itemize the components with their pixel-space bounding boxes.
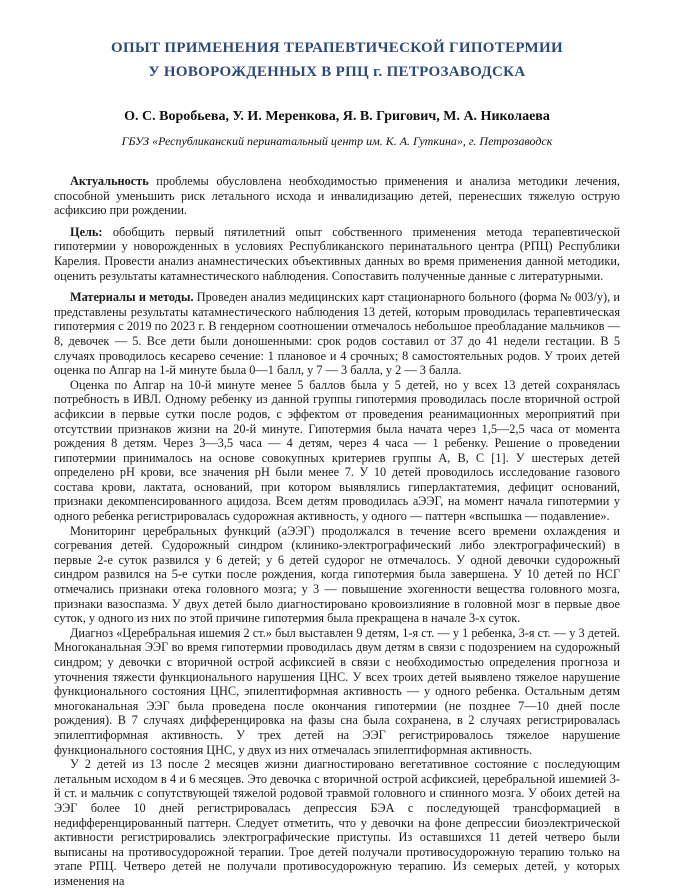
affiliation-line: ГБУЗ «Республиканский перинатальный центр им. К. А. Гуткина», г. Петрозаводск: [121, 134, 553, 148]
paragraph-lead: Цель:: [70, 224, 103, 239]
paragraph-text: обобщить первый пятилетний опыт собственного применения метода терапевтической гипотермии у новорожденных в условиях Республиканского перинатального центра (РПЦ) Республики Карелия. Провести анализ анамнестических объективных данных во время применения данной методики, оценить результаты катамнестического наблюдения. Сопоставить полученные данные с литературными.: [54, 224, 620, 283]
paper-title-line-1: ОПЫТ ПРИМЕНЕНИЯ ТЕРАПЕВТИЧЕСКОЙ ГИПОТЕРМИИ: [111, 40, 563, 56]
paragraph-lead: Материалы и методы.: [70, 290, 194, 305]
paragraph-outcomes: [54, 757, 620, 888]
paragraph-lead: Актуальность: [70, 174, 149, 188]
paragraph-relevance: [54, 174, 620, 218]
paragraph-text: Диагноз «Церебральная ишемия 2 ст.» был выставлен 9 детям, 1-я ст. — у 1 ребенка, 3-я ст. — у 3 детей. Многоканальная ЭЭГ во время гипотермии проводилась двум детям в связи с подозрением на судорожный синдром; у девочки с вторичной острой асфиксией в связи с необходимостью определения прогноза и уточнения тяжести функционального нарушения ЦНС. У всех троих детей выявлено тяжелое нарушение функционального состояния ЦНС, эпилептиформная активность — у одного ребенка. Остальным детям многоканальная ЭЭГ была проведена после окончания гипотермии (не позднее 7—10 дней после рождения). В 7 случаях дифференцировка на фазы сна была сохранена, в 2 случаях регистрировалась эпилептиформная активность. У трех детей на ЭЭГ регистрировалось тяжелое нарушение функционального состояния ЦНС, у двух из них отмечалась эпилептиформная активность.: [54, 625, 620, 757]
paragraph-text: проблемы обусловлена необходимостью применения и анализа методики лечения, способной уменьшить риск летального исхода и инвалидизацию детей, перенесших тяжелую острую асфиксию при рождении.: [54, 174, 620, 218]
paragraph-goal: [54, 225, 620, 283]
paragraph-text: Оценка по Апгар на 10-й минуте менее 5 баллов была у 5 детей, но у всех 13 детей сохранялась потребность в ИВЛ. Одному ребенку из данной группы гипотермия проводилась после вторичной острой асфиксии в первые сутки после родов, с эффектом от проведения реанимационных мероприятий при отсутствии признаков жизни на 20-й минуте. Гипотермия была начата через 1,5—2,5 часа от момента рождения 8 детям. Через 3—3,5 часа — 4 детям, через 4 часа — 1 ребенку. Решение о проведении гипотермии принималось на основе совокупных критериев группы А, В, С [1]. У шестерых детей определено pH крови, все значения pH были менее 7. У 10 детей проводилось исследование газового состава крови, лактата, оснований, при котором выявлялись гиперлактатемия, дефицит оснований, признаки декомпенсированного ацидоза. Всем детям проводилась аЭЭГ, на момент начала гипотермии у одного ребенка регистрировалась судорожная активность, у одного — паттерн «вспышка — подавление».: [54, 377, 620, 524]
paragraph-diagnosis: [54, 626, 620, 757]
paragraph-text: Мониторинг церебральных функций (аЭЭГ) продолжался в течение всего времени охлаждения и согревания детей. Судорожный синдром (клинико-электрографический либо электрографический) в первые 2-е суток развился у 6 детей; у 6 детей судорог не отмечалось. У одной девочки судорожный синдром развился на 5-е сутки после рождения, когда гипотермия была завершена. У 10 детей по НСГ отмечались признаки отека головного мозга; у 3 — повышение эхогенности вещества головного мозга, признаки вазоспазма. У двух детей было диагностировано кровоизлияние в головной мозг в первые двое суток, у одного из них по этой причине гипотермия была прекращена в начале 3-х суток.: [54, 523, 620, 626]
paragraph-apgar-results: [54, 378, 620, 524]
paragraph-monitoring: [54, 524, 620, 626]
paragraph-text: У 2 детей из 13 после 2 месяцев жизни диагностировано вегетативное состояние с последующим летальным исходом в 4 и 6 месяцев. Это девочка с вторичной острой асфиксией, церебральной ишемией 3-й ст. и мальчик с сопутствующей тяжелой родовой травмой головного и спинного мозга. У обоих детей на ЭЭГ более 10 дней регистрировалась депрессия БЭА с последующей трансформацией в недифференцированный паттерн. Следует отметить, что у девочки на фоне депрессии биоэлектрической активности регистрировались электрографические приступы. Из оставшихся 11 детей четверо были выписаны на противосудорожной терапии. Трое детей получали противосудорожную терапию только на этапе РПЦ. Четверо детей не получали противосудорожную терапию. Из семерых детей, у которых изменения на: [54, 757, 620, 888]
paragraph-materials-methods: [54, 290, 620, 378]
article-body: [54, 174, 620, 889]
paper-title-line-2: У НОВОРОЖДЕННЫХ В РПЦ г. ПЕТРОЗАВОДСКА: [148, 64, 526, 80]
authors-line: О. С. Воробьева, У. И. Меренкова, Я. В. Григович, М. А. Николаева: [124, 109, 550, 124]
paper-title: [54, 36, 620, 84]
paragraph-text: Проведен анализ медицинских карт стационарного больного (форма № 003/у), и представлены результаты катамнестического наблюдения 13 детей, которым проводилась терапевтическая гипотермия с 2019 по 2023 г. В гендерном соотношении отмечалось небольшое преобладание мальчиков — 8, девочек — 5. Все дети были доношенными: срок родов составил от 37 до 41 недели гестации. В 5 случаях проводилось кесарево сечение: 1 плановое и 4 срочных; 8 самостоятельных родов. У троих детей оценка по Апгар на 1-й минуте была 0—1 балл, у 7 — 3 балла, у 2 — 3 балла.: [54, 290, 620, 378]
